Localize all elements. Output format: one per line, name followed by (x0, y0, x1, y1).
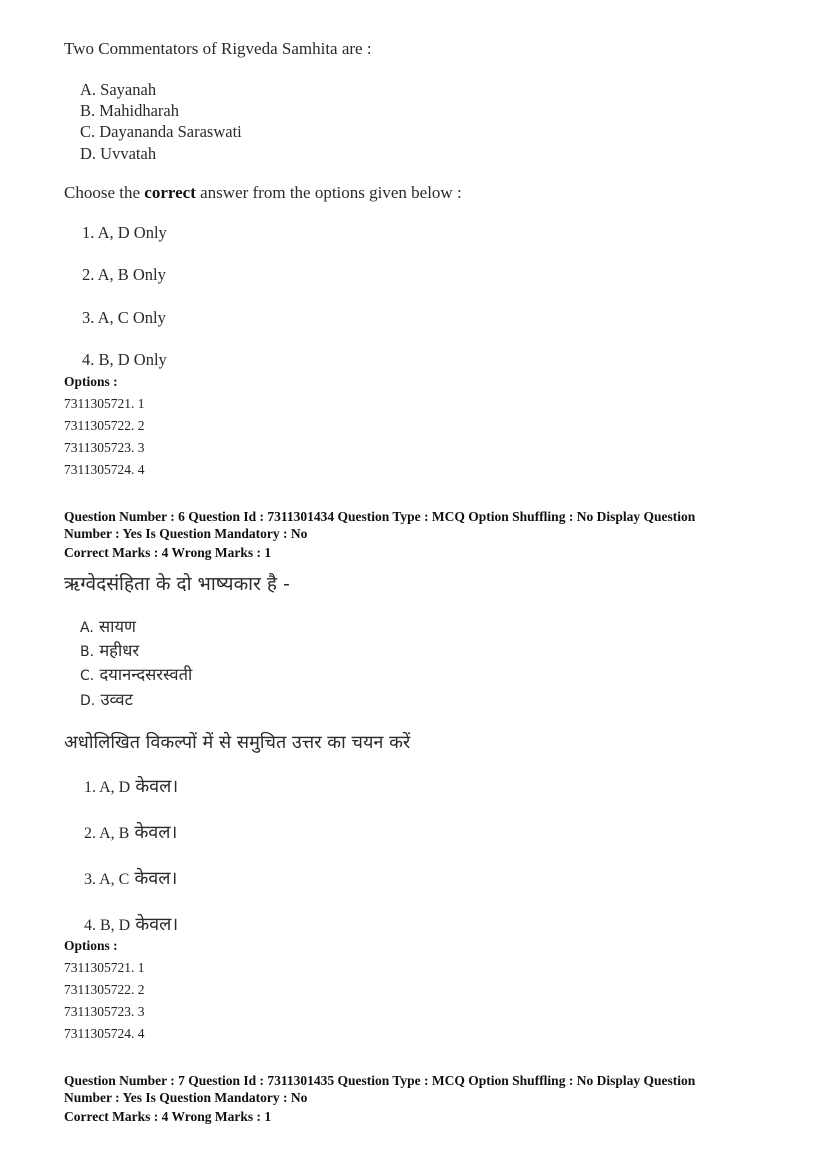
instruction-text (64, 183, 462, 203)
choice-num: 3. A, C (84, 871, 130, 888)
choice-word: केवल। (135, 776, 179, 797)
option-id-2: 7311305722. 2 (64, 418, 145, 433)
option-id-2: 7311305722. 2 (64, 982, 145, 997)
option-id-4: 7311305724. 4 (64, 462, 145, 477)
statement-item-d-hindi (80, 687, 133, 710)
question-text-hindi: ऋग्वेदसंहिता के दो भाष्यकार है - (64, 573, 290, 595)
choice-num: 2. A, B (84, 825, 130, 842)
item-text: सायण (99, 617, 136, 636)
question-text: Two Commentators of Rigveda Samhita are : (64, 39, 372, 58)
item-letter: B. (80, 644, 95, 660)
statement-item-c-hindi (80, 662, 192, 685)
statement-item-d: D. Uvvatah (80, 144, 157, 163)
choice-2: 2. A, B Only (82, 265, 166, 284)
question-meta-line2: Number : Yes Is Question Mandatory : No (64, 1090, 308, 1105)
item-letter: D. (80, 693, 96, 709)
choice-word: केवल। (134, 822, 178, 843)
choice-num: 4. B, D (84, 917, 131, 934)
question-meta-line1: Question Number : 7 Question Id : 7311301435 Question Type : MCQ Option Shuffling : No Display Question (64, 1073, 696, 1088)
question-meta (64, 1072, 764, 1106)
statement-item-a-hindi (80, 614, 136, 637)
choice-1-hindi (84, 774, 178, 798)
choice-3: 3. A, C Only (82, 308, 166, 327)
statement-item-b: B. Mahidharah (80, 101, 179, 120)
option-id-3: 7311305723. 3 (64, 440, 145, 455)
option-id-1: 7311305721. 1 (64, 396, 145, 411)
marks-info: Correct Marks : 4 Wrong Marks : 1 (64, 1109, 272, 1124)
instruction-bold: correct (144, 183, 196, 202)
item-letter: C. (80, 668, 95, 684)
options-label: Options : (64, 938, 118, 953)
option-id-4: 7311305724. 4 (64, 1026, 145, 1041)
statement-item-b-hindi (80, 638, 139, 661)
choice-3-hindi (84, 866, 177, 890)
statement-item-a: A. Sayanah (80, 80, 157, 99)
choice-2-hindi (84, 820, 177, 844)
question-meta (64, 508, 764, 542)
choice-word: केवल। (134, 868, 178, 889)
instruction-text-hindi: अधोलिखित विकल्पों में से समुचित उत्तर का चयन करें (64, 732, 411, 753)
marks-info: Correct Marks : 4 Wrong Marks : 1 (64, 545, 272, 560)
item-text: उव्वट (100, 690, 133, 709)
item-letter: A. (80, 620, 94, 636)
statement-item-c: C. Dayananda Saraswati (80, 122, 242, 141)
choice-4-hindi (84, 912, 178, 936)
question-meta-line1: Question Number : 6 Question Id : 7311301434 Question Type : MCQ Option Shuffling : No Display Question (64, 509, 696, 524)
choice-4: 4. B, D Only (82, 350, 167, 369)
instruction-post: answer from the options given below : (195, 183, 462, 202)
choice-word: केवल। (135, 914, 179, 935)
question-meta-line2: Number : Yes Is Question Mandatory : No (64, 526, 308, 541)
instruction-pre: Choose the (64, 183, 145, 202)
item-text: दयानन्दसरस्वती (99, 665, 193, 684)
choice-num: 1. A, D (84, 779, 131, 796)
choice-1: 1. A, D Only (82, 223, 167, 242)
option-id-3: 7311305723. 3 (64, 1004, 145, 1019)
options-label: Options : (64, 374, 118, 389)
item-text: महीधर (99, 641, 140, 660)
option-id-1: 7311305721. 1 (64, 960, 145, 975)
